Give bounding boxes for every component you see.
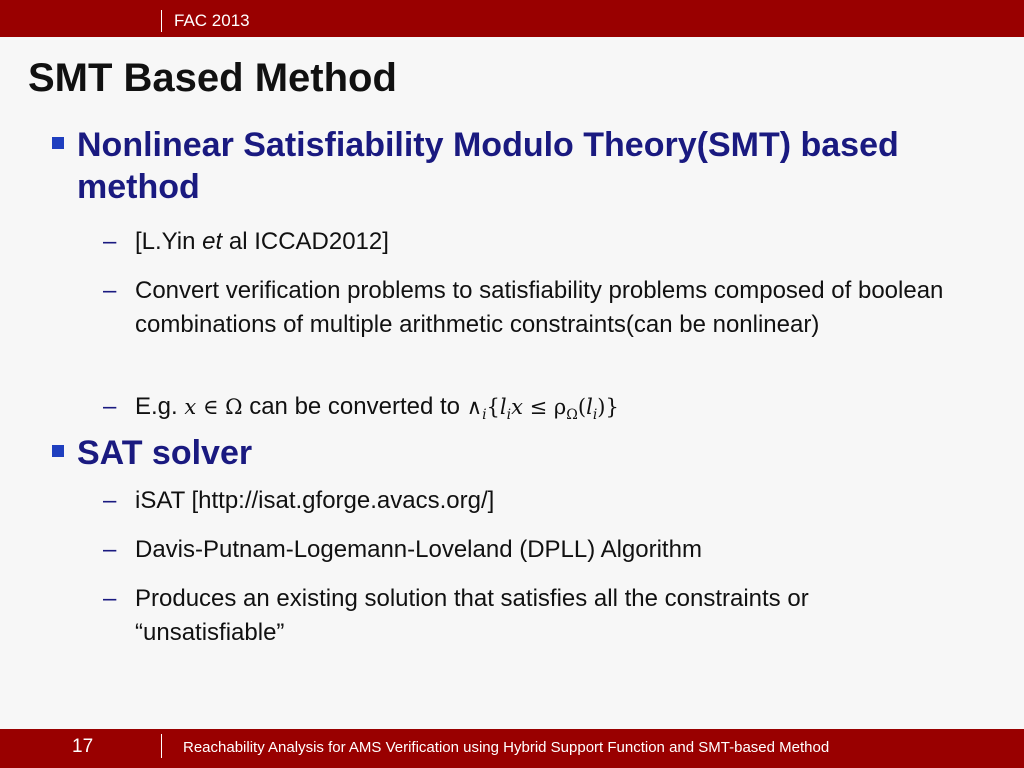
slide-title: SMT Based Method [28, 56, 397, 100]
page-number: 17 [72, 736, 94, 757]
citation-venue: al ICCAD2012] [222, 228, 389, 255]
math-support-function: $\wedge_i\{l_ix \le \rho_\Omega(l_i)\}$ [466, 395, 619, 424]
sub-item-example [103, 390, 955, 432]
sub-item-convert [103, 274, 955, 342]
sub-item-text: Convert verification problems to satisfiability problems composed of boolean combinations of multiple arithmetic constraints(can be nonlinear) [135, 277, 944, 338]
bullet-text: SAT solver [77, 434, 253, 472]
dash-bullet-icon: – [103, 536, 117, 563]
dash-bullet-icon: – [103, 585, 117, 612]
citation-author: [L.Yin [135, 228, 203, 255]
math-set-membership: x ∈ Ω [184, 395, 243, 419]
example-middle: can be converted to [242, 393, 467, 420]
sub-item-produces [103, 582, 955, 650]
sub-item-isat [103, 484, 955, 518]
square-bullet-icon [52, 445, 64, 457]
sub-item-text: iSAT [http://isat.gforge.avacs.org/] [135, 487, 495, 514]
sub-item-citation [103, 225, 955, 259]
sub-item-text: Davis-Putnam-Logemann-Loveland (DPLL) Algorithm [135, 536, 702, 563]
header-bar [0, 0, 1024, 37]
example-prefix: E.g. [135, 393, 185, 420]
dash-bullet-icon: – [103, 393, 117, 420]
dash-bullet-icon: – [103, 277, 117, 304]
footer-title: Reachability Analysis for AMS Verification using Hybrid Support Function and SMT-based Method [183, 739, 830, 756]
header-divider [161, 10, 162, 32]
footer-bar [0, 729, 1024, 768]
citation-et: et [202, 228, 223, 255]
conference-label: FAC 2013 [174, 11, 250, 30]
bullet-sat-solver [77, 432, 977, 474]
square-bullet-icon [52, 137, 64, 149]
footer-divider [161, 734, 162, 758]
sub-item-dpll [103, 533, 955, 567]
sub-item-text: Produces an existing solution that satisfies all the constraints or “unsatisfiable” [135, 585, 809, 646]
dash-bullet-icon: – [103, 228, 117, 255]
dash-bullet-icon: – [103, 487, 117, 514]
bullet-text: Nonlinear Satisfiability Modulo Theory(SMT) based method [77, 126, 899, 206]
bullet-smt-method [77, 124, 977, 208]
